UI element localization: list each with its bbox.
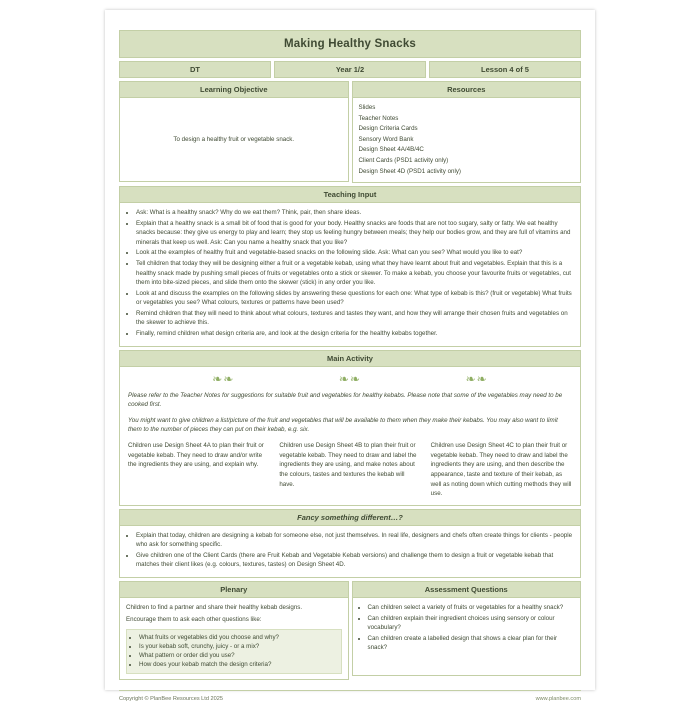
list-item: • What fruits or vegetables did you choose and why? — [139, 633, 337, 642]
leaf-icon: ❧❧ — [465, 371, 488, 386]
meta-subject: DT — [119, 61, 271, 78]
assessment-heading: Assessment Questions — [352, 581, 582, 598]
main-activity-intro-2: You might want to give children a list/picture of the fruit and vegetables that will be available to them when they make their kebabs. You may also want to limit them to the number of pieces they can put on their kebab, e.g. six. — [128, 416, 558, 434]
main-activity-intro-1: Please refer to the Teacher Notes for suggestions for suitable fruit and vegetables for healthy kebabs. Please note that some of the vegetables may need to be cooked first. — [128, 391, 563, 409]
resources-heading: Resources — [352, 81, 582, 98]
plenary-questions-box — [126, 629, 342, 674]
resources-body — [352, 98, 582, 183]
list-item: • Can children create a labelled design that shows a clear plan for their snack? — [368, 634, 575, 653]
list-item: Sensory Word Bank — [358, 135, 414, 143]
main-activity-body — [119, 367, 581, 506]
list-item: • Give children one of the Client Cards (there are Fruit Kebab and Vegetable Kebab versions) and challenge them to design a fruit or vegetable kebab that matches their client likes (e.g. colours, textures, tastes) on Design Sheet 4D. — [136, 551, 573, 570]
assessment-questions-list — [359, 603, 575, 652]
list-item: • Explain that today, children are designing a kebab for someone else, not just themselves. In real life, designers and chefs often create things for clients - people who ask for something specific. — [136, 531, 573, 550]
meta-lesson: Lesson 4 of 5 — [429, 61, 581, 78]
list-item: • What pattern or order did you use? — [139, 651, 337, 660]
main-activity-columns — [120, 439, 580, 499]
list-item: Teacher Notes — [358, 114, 399, 122]
plenary-heading: Plenary — [119, 581, 349, 598]
meta-year: Year 1/2 — [274, 61, 426, 78]
objective-resources-row — [119, 81, 581, 183]
teaching-input-body — [119, 203, 581, 346]
list-item: Client Cards (PSD1 activity only) — [358, 157, 449, 165]
learning-objective-text: To design a healthy fruit or vegetable snack. — [119, 98, 349, 182]
list-item: • Is your kebab soft, crunchy, juicy - or a mix? — [139, 642, 337, 651]
main-activity-heading: Main Activity — [119, 350, 581, 367]
learning-objective-heading: Learning Objective — [119, 81, 349, 98]
plenary-questions-list — [131, 633, 337, 670]
learning-objective-column — [119, 81, 349, 183]
footer-website[interactable]: www.planbee.com — [535, 695, 581, 702]
page-footer — [119, 690, 581, 702]
list-item: Design Sheet 4D (PSD1 activity only) — [358, 167, 461, 175]
assessment-body — [352, 598, 582, 676]
list-item: • Can children explain their ingredient choices using sensory or colour vocabulary? — [368, 614, 575, 633]
list-item: • Ask: What is a healthy snack? Why do we eat them? Think, pair, then share ideas. — [136, 208, 573, 217]
footer-copyright: Copyright © PlanBee Resources Ltd 2025 — [119, 695, 223, 702]
list-item: • Tell children that today they will be designing either a fruit or a vegetable kebab, using what they have learnt about fruit and vegetables. Explain that this is a healthy snack made by pushing small pieces of fruits or vegetables onto a stick or skewer. To make a kebab, you choose your favourite fruits or vegetables, cut them into bite-sized pieces, and slide them onto the skewer (stick) in any order you like. — [136, 259, 573, 287]
list-item: Design Sheet 4A/4B/4C — [358, 146, 424, 154]
list-item: • Remind children that they will need to think about what colours, textures and tastes they want, and how they will arrange their chosen fruits and vegetables on the skewer to achieve this. — [136, 309, 573, 328]
list-item: Design Criteria Cards — [358, 125, 418, 133]
list-item: • Can children select a variety of fruits or vegetables for a healthy snack? — [368, 603, 575, 612]
leaf-decoration-row — [120, 367, 580, 389]
main-activity-column-3: Children use Design Sheet 4C to plan their fruit or vegetable kebab. They need to draw and label the ingredients they are using, and then describe the appearance, taste and texture of their kebab, as well as noting down which cutting methods they will use. — [430, 442, 572, 498]
plenary-column — [119, 581, 349, 680]
meta-row — [119, 61, 581, 78]
list-item: Slides — [358, 104, 376, 111]
teaching-input-list — [127, 208, 573, 338]
plenary-paragraph-2: Encourage them to ask each other questions like: — [126, 616, 262, 624]
teaching-input-heading: Teaching Input — [119, 186, 581, 203]
fancy-section-list — [127, 531, 573, 570]
list-item: • Look at the examples of healthy fruit and vegetable-based snacks on the following slide. Ask: What can you see? What would you like to eat? — [136, 248, 573, 257]
leaf-icon: ❧❧ — [212, 371, 235, 386]
plenary-body — [119, 598, 349, 680]
list-item: • How does your kebab match the design criteria? — [139, 660, 337, 669]
plenary-paragraph-1: Children to find a partner and share their healthy kebab designs. — [126, 603, 303, 611]
resources-column — [352, 81, 582, 183]
main-activity-column-2: Children use Design Sheet 4B to plan their fruit or vegetable kebab. They need to draw and label the ingredients they are using, and make notes about the colours, tastes and textures the kebab will have. — [279, 442, 417, 488]
assessment-column — [352, 581, 582, 680]
list-item: • Explain that a healthy snack is a small bit of food that is good for your body. Healthy snacks are foods that are not too sugary, salty or fatty. We eat healthy snacks because: they give us energy to play and learn; they stop us feeling hungry between meals; they help our bodies grow, and they are full of vitamins and minerals that keep us well. Ask: Can you name a healthy snack that you like? — [136, 219, 573, 247]
fancy-section-body — [119, 526, 581, 578]
page-title: Making Healthy Snacks — [119, 30, 581, 58]
plenary-assessment-row — [119, 581, 581, 680]
document-page — [105, 10, 595, 702]
list-item: • Finally, remind children what design criteria are, and look at the design criteria for the healthy kebabs together. — [136, 329, 573, 338]
lesson-plan-sheet — [119, 30, 581, 702]
list-item: • Look at and discuss the examples on the following slides by answering these questions for each one: What type of kebab is this? (fruit or vegetable) What fruits or vegetables you see? What colours, textures or patterns have been used? — [136, 289, 573, 308]
fancy-section-heading: Fancy something different…? — [119, 509, 581, 526]
leaf-icon: ❧❧ — [338, 371, 362, 386]
resources-list — [359, 103, 575, 177]
main-activity-column-1: Children use Design Sheet 4A to plan their fruit or vegetable kebab. They need to draw and/or write the ingredients they are using, and explain why. — [128, 442, 264, 469]
